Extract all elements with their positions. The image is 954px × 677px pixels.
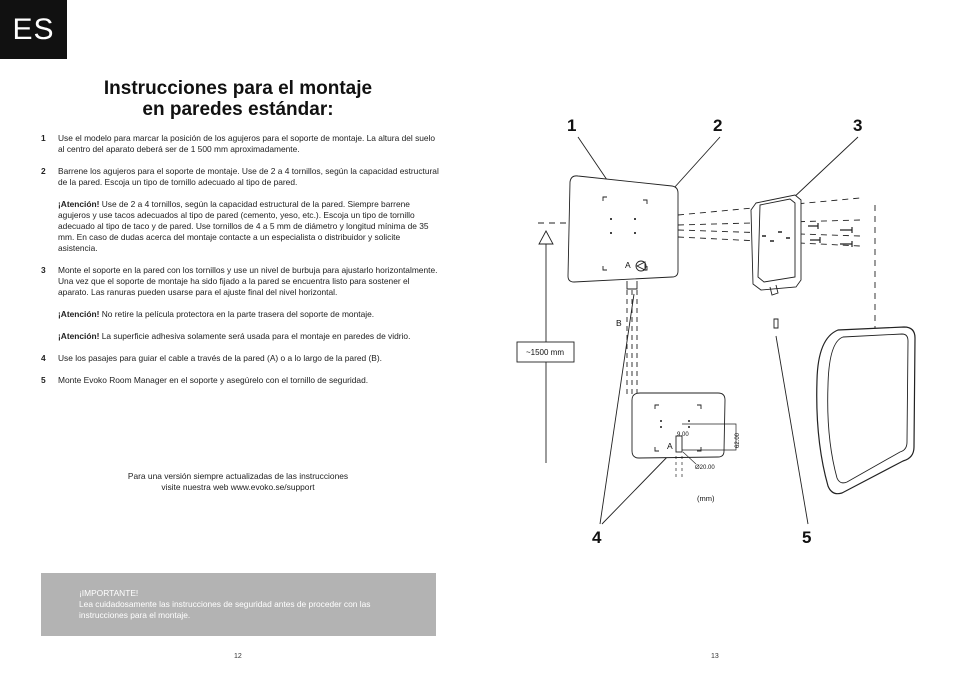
leader-line-4a: [600, 294, 634, 524]
units-label: (mm): [697, 494, 715, 503]
step-text: Barrene los agujeros para el soporte de montaje. Use de 2 a 4 tornillos, según la capacidad estructural de la pared. Escoja un tipo de tornillo adecuado al tipo de pared.: [58, 166, 439, 187]
step-number: 1: [41, 133, 46, 143]
height-label: ~1500 mm: [525, 348, 565, 357]
dim-width-label: 9.00: [677, 432, 689, 438]
dim-diameter-label: Ø20.00: [695, 465, 715, 471]
page-number-left: 12: [234, 653, 242, 660]
cable-slot-b: [627, 281, 637, 289]
title-line-1: Instrucciones para el montaje: [103, 78, 373, 99]
callout-2: 2: [713, 116, 723, 135]
important-heading: ¡IMPORTANTE!: [79, 588, 139, 598]
step-text: Use los pasajes para guiar el cable a través de la pared (A) o a lo largo de la pared (B).: [58, 353, 383, 363]
detail-channel-lines: [676, 456, 682, 480]
height-arrow-icon: [539, 231, 553, 244]
step-text: Monte el soporte en la pared con los tornillos y use un nivel de burbuja para ajustarlo horizontalmente. Una vez que el soporte de montaje ha sido fijado a la pared se encuentra listo para sostener el aparato. Las ranuras pueden usarse para el ajuste final del nivel horizontal.: [58, 265, 438, 297]
page-number-right: 13: [711, 653, 719, 660]
step-number: 3: [41, 265, 46, 275]
step-text: Monte Evoko Room Manager en el soporte y asegúrelo con el tornillo de seguridad.: [58, 375, 369, 385]
step-number: 5: [41, 375, 46, 385]
footnote-line-2: visite nuestra web www.evoko.se/support: [161, 482, 315, 492]
footnote-line-1: Para una versión siempre actualizadas de las instrucciones: [127, 471, 349, 481]
attention-label: ¡Atención!: [58, 309, 100, 319]
attention-text: Use de 2 a 4 tornillos, según la capacidad estructural de la pared. Siempre barrene agujeros y use tacos adecuados al tipo de pared (cemento, yeso, etc.). Escoja un tipo de tornillo adecuado al tipo de taco y de pared. Use tornillos de 4 a 5 mm de diámetro y longitud mínima de 35 mm. En caso de dudas acerca del montaje contacte a un especialista o distribuidor y solicite asistencia.: [58, 199, 429, 253]
dim-height-label: 62.00: [735, 432, 741, 448]
callout-5: 5: [802, 528, 812, 547]
attention-label: ¡Atención!: [58, 331, 100, 341]
leader-line-4b: [602, 452, 672, 524]
attention-label: ¡Atención!: [58, 199, 100, 209]
important-text-1: Lea cuidadosamente las instrucciones de seguridad antes de proceder con las: [79, 599, 371, 609]
language-tab: ES: [0, 0, 67, 59]
label-b: B: [616, 318, 622, 328]
mounting-bracket: [751, 195, 801, 290]
leader-line-5: [776, 336, 808, 524]
title-line-2: en paredes estándar:: [142, 99, 334, 120]
label-a-detail: A: [667, 441, 673, 451]
step-text: Use el modelo para marcar la posición de los agujeros para el soporte de montaje. La altura del suelo al centro del aparato deberá ser de 1 500 mm aproximadamente.: [58, 133, 436, 154]
callout-1: 1: [567, 116, 577, 135]
attention-text: No retire la película protectora en la parte trasera del soporte de montaje.: [99, 309, 375, 319]
detail-template: [632, 393, 725, 458]
attention-text: La superficie adhesiva solamente será usada para el montaje en paredes de vidrio.: [99, 331, 411, 341]
step-number: 2: [41, 166, 46, 176]
label-a: A: [625, 260, 631, 270]
room-manager-device: [817, 327, 915, 494]
callout-4: 4: [592, 528, 602, 547]
step-number: 4: [41, 353, 46, 363]
important-text-2: instrucciones para el montaje.: [79, 610, 191, 620]
mounting-template: [568, 176, 678, 282]
callout-3: 3: [853, 116, 863, 135]
security-screw-icon: [774, 319, 778, 328]
